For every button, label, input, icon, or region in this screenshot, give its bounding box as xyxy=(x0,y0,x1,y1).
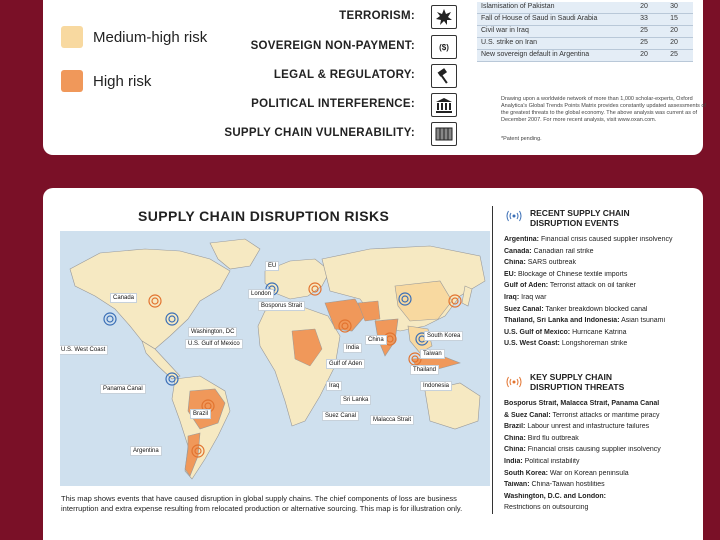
medium-high-swatch xyxy=(61,26,83,48)
list-item: & Suez Canal: Terrorist attacks or maritime piracy xyxy=(504,411,660,419)
list-item: Taiwan: China-Taiwan hostilities xyxy=(504,481,605,489)
map-label: Thailand xyxy=(410,365,439,375)
map-label: Sri Lanka xyxy=(340,395,371,405)
map-title: SUPPLY CHAIN DISRUPTION RISKS xyxy=(138,208,390,224)
map-label: Malacca Strait xyxy=(370,415,414,425)
risk-sovereign: SOVEREIGN NON-PAYMENT: xyxy=(250,40,415,52)
map-label: China xyxy=(365,335,387,345)
dollar-note-icon: ($) xyxy=(431,35,457,59)
list-item: Restrictions on outsourcing xyxy=(504,504,589,512)
list-item: Suez Canal: Tanker breakdown blocked canal xyxy=(504,305,648,313)
map-label: U.S. Gulf of Mexico xyxy=(185,339,243,349)
signal-wave-icon xyxy=(506,210,522,222)
map-label: Panama Canal xyxy=(100,384,146,394)
column-divider xyxy=(492,206,493,514)
table-row: Islamisation of Pakistan 20 30 xyxy=(477,2,693,14)
list-item: China: SARS outbreak xyxy=(504,259,576,267)
risk-note: Drawing upon a worldwide network of more than 1,000 scholar-experts, Oxford Analytica's Global Trends Points Matrix provides constantly updated assessments of the greatest threats to the global economy. The above analysis was current as of December 2007. For more recent analysis, visit www.oxan.com. xyxy=(501,96,706,123)
map-label: Canada xyxy=(110,293,137,303)
patent-note: *Patent pending. xyxy=(501,136,542,142)
map-label: Washington, DC xyxy=(188,327,237,337)
map-label: Gulf of Aden xyxy=(326,359,365,369)
legend-medium-high xyxy=(61,26,207,48)
legend-label: Medium-high risk xyxy=(93,28,208,46)
signal-wave-icon xyxy=(506,376,522,388)
container-icon xyxy=(431,122,457,146)
map-label: Bosporus Strait xyxy=(258,301,305,311)
map-label: Suez Canal xyxy=(322,411,359,421)
list-item: Argentina: Financial crisis caused supplier insolvency xyxy=(504,236,673,243)
map-label: South Korea xyxy=(424,331,463,341)
map-label: Brazil xyxy=(190,409,211,419)
list-item: Gulf of Aden: Terrorist attack on oil tanker xyxy=(504,282,636,290)
gavel-icon xyxy=(431,64,457,88)
map-label: Argentina xyxy=(130,446,162,456)
high-swatch xyxy=(61,70,83,92)
recent-events-list xyxy=(504,236,704,352)
map-label: London xyxy=(248,289,274,299)
map-label: EU xyxy=(265,261,279,271)
list-item: Canada: Canadian rail strike xyxy=(504,247,594,255)
explosion-icon xyxy=(431,5,457,29)
disruption-card xyxy=(43,188,703,540)
list-item: China: Financial crisis causing supplier insolvency xyxy=(504,446,661,454)
table-row: New sovereign default in Argentina 20 25 xyxy=(477,50,693,62)
legend-label: High risk xyxy=(93,72,152,90)
table-row: Civil war in Iraq 25 20 xyxy=(477,26,693,38)
risk-legend-card xyxy=(43,0,706,155)
risk-supply-chain: SUPPLY CHAIN VULNERABILITY: xyxy=(224,127,415,139)
map-label: U.S. West Coast xyxy=(60,345,108,355)
list-item: India: Political instability xyxy=(504,457,580,465)
risk-legal: LEGAL & REGULATORY: xyxy=(273,69,415,81)
list-item: Brazil: Labour unrest and infastructure failures xyxy=(504,423,650,431)
table-row: U.S. strike on Iran 25 20 xyxy=(477,38,693,50)
risk-table xyxy=(477,2,693,62)
map-label: India xyxy=(343,343,362,353)
list-item: U.S. West Coast: Longshoreman strike xyxy=(504,340,628,348)
legend-high xyxy=(61,70,151,92)
list-item: EU: Blockage of Chinese textile imports xyxy=(504,270,628,278)
key-threats-list xyxy=(504,400,704,516)
map-caption: This map shows events that have caused disruption in global supply chains. The chief components of loss are business interruption and extra expense resulting from relocated production or alternative sourcing. This map is for illustration only. xyxy=(61,494,463,513)
government-building-icon xyxy=(431,93,457,117)
risk-terrorism: TERRORISM: xyxy=(339,10,415,22)
map-label: Taiwan xyxy=(420,349,445,359)
list-item: Iraq: Iraq war xyxy=(504,293,547,301)
recent-events-title: RECENT SUPPLY CHAIN DISRUPTION EVENTS xyxy=(530,208,630,228)
map-label: Indonesia xyxy=(420,381,452,391)
list-item: U.S. Gulf of Mexico: Hurricane Katrina xyxy=(504,328,627,336)
key-threats-title: KEY SUPPLY CHAIN DISRUPTION THREATS xyxy=(530,372,625,392)
list-item: Washington, D.C. and London: xyxy=(504,492,606,500)
risk-political: POLITICAL INTERFERENCE: xyxy=(251,98,415,110)
world-map xyxy=(60,231,490,486)
table-row: Fall of House of Saud in Saudi Arabia 33 15 xyxy=(477,14,693,26)
map-label: Iraq xyxy=(326,381,342,391)
list-item: South Korea: War on Korean peninsula xyxy=(504,469,629,477)
list-item: Bosporus Strait, Malacca Strait, Panama Canal xyxy=(504,400,660,407)
list-item: China: Bird flu outbreak xyxy=(504,434,579,442)
list-item: Thailand, Sri Lanka and Indonesia: Asian tsunami xyxy=(504,317,666,325)
